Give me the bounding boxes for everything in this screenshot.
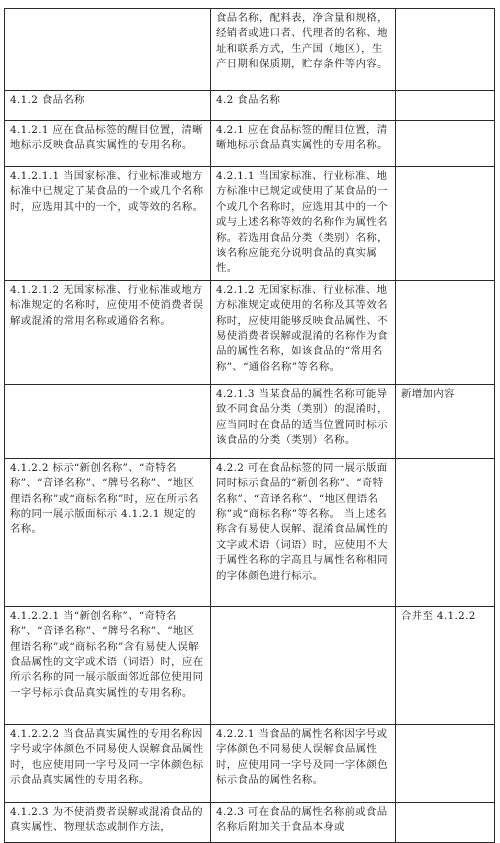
new-clause-cell: 4.2.2.1 当食品的属性名称因字号或字体颜色不同易使人误解食品属性时，应使用同一字号及同一字体颜色标示食品的属性名称。: [211, 724, 396, 802]
note-cell: [396, 121, 495, 167]
note-cell: [396, 802, 495, 842]
table-row: [5, 91, 495, 121]
old-clause-cell: 4.1.2.2 标示“新创名称”、“奇特名称”、“音译名称”、“牌号名称”、“地区俚语名称”或“商标名称”时，应在所示名称的同一展示版面标示 4.1.2.1 规定的名称。: [5, 458, 211, 606]
standard-comparison-table: [4, 8, 495, 843]
new-clause-cell: 4.2.1.2 无国家标准、行业标准、地方标准规定或使用的名称及其等效名称时，应使用能够反映食品属性、不易使消费者误解或混淆的名称作为食品的属性名称，如该食品的“常用名称”、“通俗名称”等名称。: [211, 280, 396, 384]
old-clause-cell: 4.1.2 食品名称: [5, 91, 211, 121]
table-row: [5, 167, 495, 281]
note-cell: 合并至 4.1.2.2: [396, 606, 495, 724]
note-cell: [396, 280, 495, 384]
table-row: [5, 802, 495, 842]
new-clause-cell: 4.2.2 可在食品标签的同一展示版面同时标示食品的“新创名称”、“奇特名称”、“音译名称”、“地区俚语名称”或“商标名称”等名称。 当上述名称含有易使人误解、混淆食品属性的文字或术语（词语）时，应使用不大于属性名称的字高且与属性名称相同的字体颜色进行标示。: [211, 458, 396, 606]
old-clause-cell: 4.1.2.1.2 无国家标准、行业标准或地方标准规定的名称时，应使用不使消费者误解或混淆的常用名称或通俗名称。: [5, 280, 211, 384]
note-cell: 新增加内容: [396, 384, 495, 458]
table-row: [5, 9, 495, 91]
old-clause-cell: 4.1.2.1 应在食品标签的醒目位置，清晰地标示反映食品真实属性的专用名称。: [5, 121, 211, 167]
new-clause-cell: 4.2.1 应在食品标签的醒目位置，清晰地标示食品真实属性的专用名称。: [211, 121, 396, 167]
old-clause-cell: 4.1.2.3 为不使消费者误解或混淆食品的真实属性、物理状态或制作方法，: [5, 802, 211, 842]
table-row: [5, 280, 495, 384]
note-cell: [396, 724, 495, 802]
old-clause-cell: [5, 384, 211, 458]
table-row: [5, 384, 495, 458]
table-row: [5, 606, 495, 724]
new-clause-cell: 4.2.1.1 当国家标准、行业标准、地方标准中已规定或使用了某食品的一个或几个名称时，应选用其中的一个或与上述名称等效的名称作为属性名称。若选用食品分类（类别）名称，该名称应能充分说明食品的真实属性。: [211, 167, 396, 281]
table-row: [5, 121, 495, 167]
table-row: [5, 458, 495, 606]
new-clause-cell: 4.2.3 可在食品的属性名称前或食品名称后附加关于食品本身或: [211, 802, 396, 842]
old-clause-cell: 4.1.2.2.2 当食品真实属性的专用名称因字号或字体颜色不同易使人误解食品属性时，也应使用同一字号及同一字体颜色标示食品真实属性的专用名称。: [5, 724, 211, 802]
note-cell: [396, 91, 495, 121]
note-cell: [396, 458, 495, 606]
old-clause-cell: 4.1.2.1.1 当国家标准、行业标准或地方标准中已规定了某食品的一个或几个名称时，应选用其中的一个，或等效的名称。: [5, 167, 211, 281]
old-clause-cell: [5, 9, 211, 91]
note-cell: [396, 9, 495, 91]
new-clause-cell: 4.2 食品名称: [211, 91, 396, 121]
new-clause-cell: [211, 606, 396, 724]
note-cell: [396, 167, 495, 281]
table-row: [5, 724, 495, 802]
new-clause-cell: 4.2.1.3 当某食品的属性名称可能导致不同食品分类（类别）的混淆时，应当同时在食品的适当位置同时标示该食品的分类（类别）名称。: [211, 384, 396, 458]
new-clause-cell: 食品名称，配料表，净含量和规格，经销者或进口者、代理者的名称、地址和联系方式，生产国（地区），生产日期和保质期，贮存条件等内容。: [211, 9, 396, 91]
old-clause-cell: 4.1.2.2.1 当“新创名称”、“奇特名称”、“音译名称”、“牌号名称”、“地区俚语名称”或“商标名称”含有易使人误解食品属性的文字或术语（词语）时，应在所示名称的同一展示版面邻近部位使用同一字号标示食品真实属性的专用名称。: [5, 606, 211, 724]
